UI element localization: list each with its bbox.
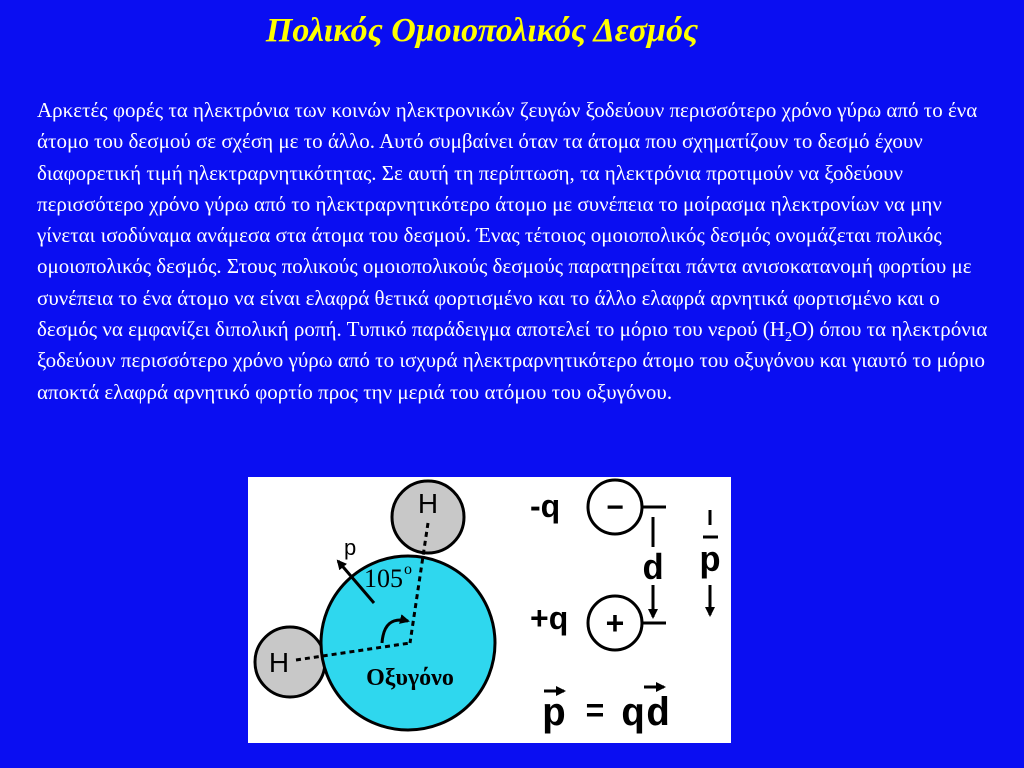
neg-charge-label: -q (530, 488, 561, 524)
angle-degree-label: o (404, 561, 412, 578)
figure-svg (248, 477, 731, 743)
eq-equals: = (585, 692, 605, 728)
dipole-label: p (699, 541, 721, 582)
paragraph-part1: Αρκετές φορές τα ηλεκτρόνια των κοινών ηλεκτρονικών ζευγών ξοδεύουν περισσότερο χρόνο γύρω από το ένα άτομο του δεσμού σε σχέση με το άλλο. Αυτό συμβαίνει όταν τα άτομα που σχηματίζουν το δεσμό έχουν διαφορετική τιμή ηλεκτραρνητικότητας. Σε αυτή τη περίπτωση, τα ηλεκτρόνια προτιμούν να ξοδεύουν περισσότερο χρόνο γύρω από το ηλεκτραρνητικότερο άτομο με συνέπεια το μοίρασμα ηλεκτρονίων να μην γίνεται ισοδύναμα ανάμεσα στα άτομα του δεσμού. Ένας τέτοιος ομοιοπολικός δεσμός ονομάζεται πολικός ομοιοπολικός δεσμός. Στους πολικούς ομοιοπολικούς δεσμούς παρατηρείται πάντα ανισοκατανομή φορτίου με συνέπεια το ένα άτομο να είναι ελαφρά θετικά φορτισμένο και το άλλο ελαφρά αρνητικά φορτισμένο και ο δεσμός να εμφανίζει διπολική ροπή. Τυπικό παράδειγμα αποτελεί το μόριο του νερού (H (37, 98, 978, 342)
pos-sign: + (605, 605, 625, 641)
eq-d: d (645, 693, 671, 738)
oxygen-atom (321, 556, 495, 730)
oxygen-label: Οξυγόνο (366, 665, 454, 691)
moment-label: p (344, 535, 357, 560)
neg-sign: − (606, 491, 624, 524)
hydrogen-left-label: H (268, 647, 290, 678)
eq-q: q (620, 693, 646, 738)
angle-label: 105 (364, 564, 403, 593)
pos-charge-label: +q (530, 600, 569, 636)
eq-p: p (541, 693, 567, 738)
water-subscript: 2 (784, 330, 792, 346)
slide-title: Πολικός Ομοιοπολικός Δεσμός (265, 12, 699, 49)
distance-label: d (642, 549, 664, 590)
hydrogen-left-atom (255, 627, 325, 697)
body-paragraph (37, 95, 1002, 408)
paragraph-part2: O) όπου τα ηλεκτρόνια ξοδεύουν περισσότερο χρόνο γύρω από το ισχυρά ηλεκτραρνητικότερο άτομο του οξυγόνου και γιαυτό το μόριο αποκτά ελαφρά αρνητικό φορτίο προς την μεριά του ατόμου του οξυγόνου. (37, 317, 988, 404)
water-dipole-figure (248, 477, 731, 743)
hydrogen-top-label: H (417, 488, 439, 519)
